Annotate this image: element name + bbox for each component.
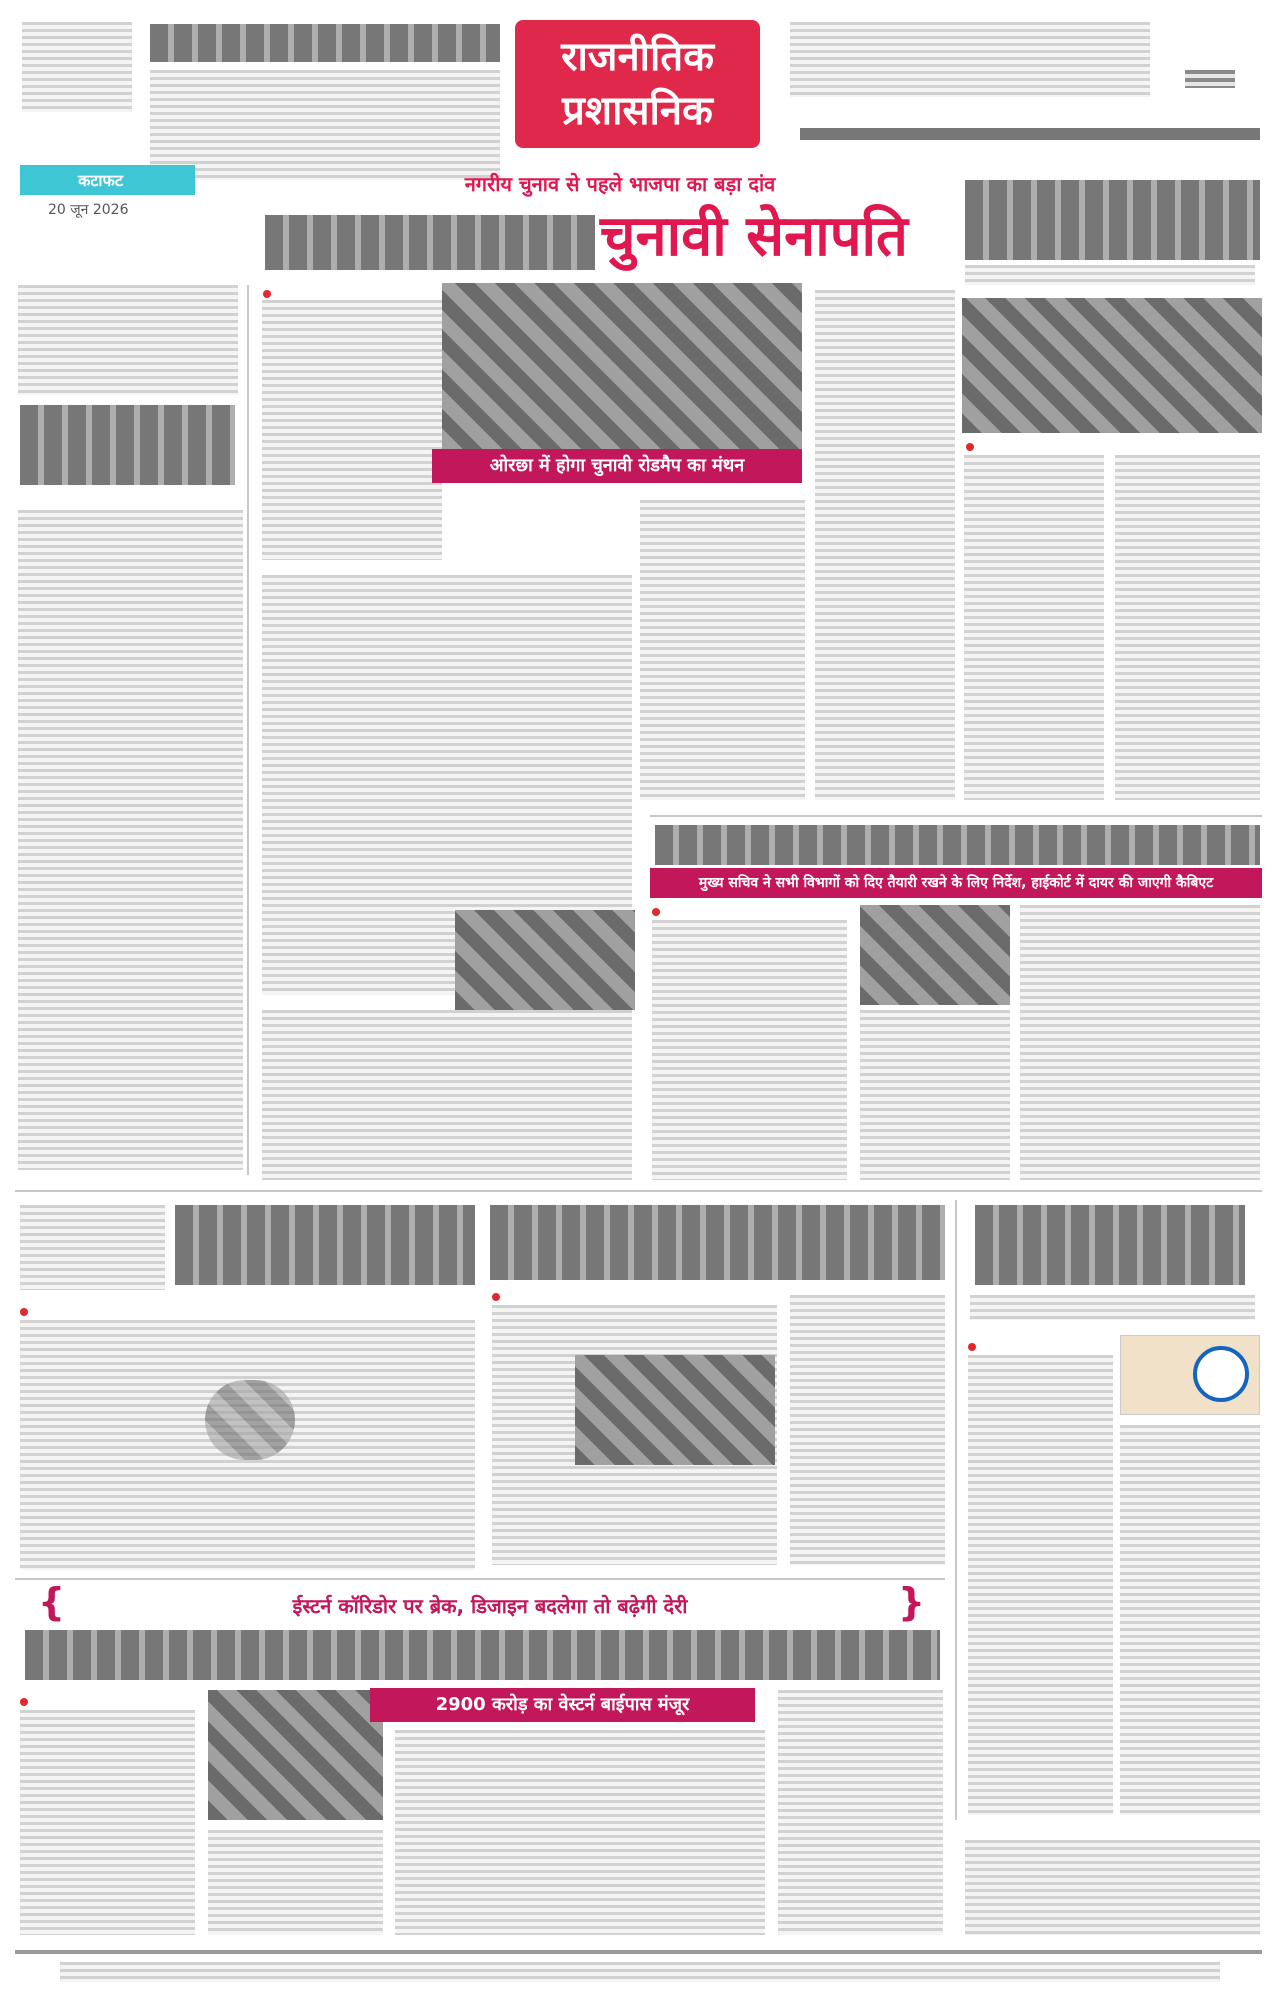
mid-left-headline: [175, 1205, 475, 1285]
section-rule: [650, 815, 1262, 817]
lead-photo-caption: ओरछा में होगा चुनावी रोडमैप का मंथन: [432, 449, 802, 483]
lead-headline-right: चुनावी सेनापति: [600, 204, 908, 269]
bullet-dot-icon: [20, 1698, 28, 1706]
top-left-headline: [150, 24, 500, 62]
bullet-dot-icon: [652, 908, 660, 916]
mid-left-brief: [20, 1205, 165, 1290]
section-box: [515, 20, 760, 148]
mid-right-headline: [975, 1205, 1245, 1285]
top-right-text: [790, 22, 1150, 97]
lead-kicker: नगरीय चुनाव से पहले भाजपा का बड़ा दांव: [464, 172, 776, 196]
bottom-right-box: [965, 1840, 1260, 1935]
bracket-open: {: [38, 1580, 66, 1624]
secondary-col2: [860, 1010, 1010, 1180]
lead-col3-text: [640, 500, 805, 800]
date-tag-date: 20 जून 2026: [48, 202, 129, 218]
footer-rule: [15, 1950, 1262, 1954]
secondary-strap: मुख्य सचिव ने सभी विभागों को दिए तैयारी रखने के लिए निर्देश, हाईकोर्ट में दायर की जाएगी कैबिएट: [650, 868, 1262, 898]
secondary-photo: [860, 905, 1010, 1005]
bullet-dot-icon: [968, 1343, 976, 1351]
right-top-headline: [965, 180, 1260, 260]
left-column-headline: [20, 405, 235, 485]
secondary-headline: [655, 825, 1260, 865]
date-tag-label: कटाफट: [78, 171, 123, 190]
mid-right-deck: [970, 1295, 1255, 1320]
page-number: [1185, 70, 1235, 88]
lead-photo: [442, 283, 802, 468]
bullet-dot-icon: [263, 290, 271, 298]
mid-center-headline: [490, 1205, 945, 1280]
lead-col4-text: [815, 290, 955, 800]
top-right-rule: [800, 128, 1260, 140]
epfo-logo-icon: [1120, 1335, 1260, 1415]
bottom-col4: [778, 1690, 943, 1935]
bottom-headline: [25, 1630, 940, 1680]
left-column-text-2: [18, 510, 243, 1170]
section-rule: [15, 1578, 945, 1580]
secondary-col1: [652, 920, 847, 1180]
right-top-text-2: [1115, 455, 1260, 800]
bottom-photo: [208, 1690, 383, 1820]
right-top-photo: [962, 298, 1262, 433]
mid-right-text-1: [968, 1355, 1113, 1815]
bullet-dot-icon: [966, 443, 974, 451]
section-box-line1: राजनीतिक: [561, 34, 714, 80]
lead-headline-left: [265, 215, 595, 270]
lead-inset-photo: [455, 910, 635, 1010]
date-tag: [20, 165, 195, 195]
section-rule: [15, 1190, 1262, 1192]
mid-center-photo: [575, 1355, 775, 1465]
bullet-dot-icon: [492, 1293, 500, 1301]
bracket-close: }: [898, 1580, 926, 1624]
footer-text: [60, 1962, 1220, 1982]
bottom-col1: [20, 1710, 195, 1935]
bottom-col3: [395, 1730, 765, 1935]
mid-center-text-2: [790, 1295, 945, 1565]
right-top-text-1: [964, 455, 1104, 800]
right-top-deck: [965, 265, 1255, 285]
lead-bottom-text: [262, 1010, 632, 1180]
lead-col1-text: [262, 300, 442, 560]
bullet-dot-icon: [20, 1308, 28, 1316]
bottom-photo-caption: 2900 करोड़ का वेस्टर्न बाईपास मंजूर: [370, 1688, 755, 1722]
bottom-col2: [208, 1830, 383, 1935]
bottom-kicker: ईस्टर्न कॉरिडोर पर ब्रेक, डिजाइन बदलेगा तो बढ़ेगी देरी: [292, 1594, 688, 1618]
section-box-line2: प्रशासनिक: [562, 88, 713, 134]
mid-left-photo: [205, 1380, 295, 1460]
left-column-text-1: [18, 285, 238, 395]
secondary-col3: [1020, 905, 1260, 1180]
column-rule: [955, 1200, 957, 1820]
mid-right-text-2: [1120, 1425, 1260, 1815]
column-rule: [247, 285, 249, 1175]
masthead-logo-block: [22, 22, 132, 112]
top-left-text: [150, 70, 500, 180]
